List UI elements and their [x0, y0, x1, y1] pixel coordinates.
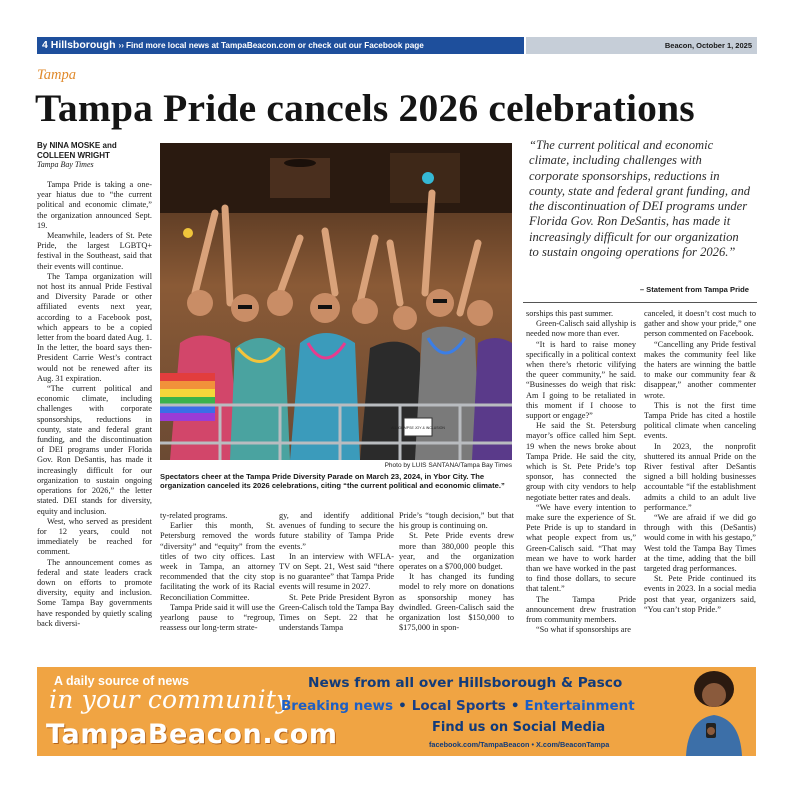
byline-publication: Tampa Bay Times	[37, 160, 94, 169]
paragraph: Tampa Pride is taking a one-year hiatus due to “the current political and economic climate,” the organization announced Sept. 19.	[37, 180, 152, 230]
parade-photo	[160, 143, 512, 460]
body-column-6	[644, 309, 756, 647]
ad-tagline: A daily source of news	[54, 674, 189, 688]
paragraph: Tampa Pride said it will use the yearlong pause to “regroup, reassess our long-term strate-	[160, 602, 275, 633]
header-promo: Find more local news at TampaBeacon.com or check out our Facebook page	[125, 41, 424, 50]
paragraph: sorships this past summer.	[526, 309, 614, 318]
ad-pillar-entertainment: Entertainment	[524, 698, 635, 714]
paragraph: Green-Calisch said allyship is needed now more than ever.	[526, 319, 636, 339]
issue-date: Beacon, October 1, 2025	[664, 41, 752, 50]
body-column-5	[526, 309, 636, 647]
ad-pillar-local-sports: Local Sports	[411, 698, 506, 714]
paragraph: ty-related programs.	[160, 511, 228, 520]
paragraph: Meanwhile, leaders of St. Pete Pride, the largest LGBTQ+ festival in the Southeast, said that their events will continue.	[37, 231, 152, 271]
paragraph: canceled, it doesn’t cost much to gather and show your pride,” one person commented on Facebook.	[644, 309, 756, 339]
paragraph: West, who served as president for 12 years, could not immediately be reached for comment.	[37, 516, 152, 557]
paragraph: In an interview with WFLA-TV on Sept. 21, West said “there is no guarantee” that Tampa Pride events will resume in 2027.	[279, 551, 394, 592]
tampa-beacon-ad[interactable]	[37, 667, 756, 756]
body-column-3	[279, 511, 394, 647]
bullet-icon: •	[510, 698, 520, 714]
paragraph: St. Pete Pride President Byron Green-Calisch told the Tampa Bay Times on Sept. 22 that he understands Tampa	[279, 592, 394, 633]
parade-crowd-illustration	[160, 143, 512, 460]
paragraph: gy, and identify additional avenues of funding to secure the future stability of Tampa Pride events.”	[279, 511, 394, 551]
paragraph: St. Pete Pride events drew more than 380,000 people this year, and the organization operates on a $700,000 budget.	[399, 531, 514, 572]
paragraph: “We have every intention to make sure the experience of St. Pete Pride is up to standard in what people expect from us,” Green-Calisch said. “That may mean we have to work harder than we have worked in the past to find those dollars, to secure that talent.”	[526, 502, 636, 594]
paragraph: St. Pete Pride continued its events in 2023. In a social media post that year, organizers said, “You can’t stop Pride.”	[644, 574, 756, 614]
paragraph: This is not the first time Tampa Pride has cited a hostile political climate when canceling events.	[644, 400, 756, 441]
article-headline: Tampa Pride cancels 2026 celebrations	[35, 86, 695, 130]
paragraph: “The current political and economic climate, including challenges with corporate sponsorships, reductions in county, state and federal grant funding, and the discontinuation of DEI programs under Florida Gov. Ron DeSantis, has made it increasingly difficult for our organization to sustain ongoing operations for 2026,” the letter stated. DEI stands for diversity, equity and inclusion.	[37, 384, 152, 516]
paragraph: Earlier this month, St. Petersburg removed the words “diversity” and “equity” from the titles of two city offices. Last week in Tampa, an attorney recommended that the city stop facilitating the work of its Racial Reconciliation Committee.	[160, 521, 275, 602]
ad-social-links[interactable]: facebook.com/TampaBeacon • X.com/BeaconTampa	[429, 740, 610, 749]
issue-date-bar	[526, 37, 757, 54]
paragraph: “It is hard to raise money specifically in a political context when there’s rhetoric vilifying the queer community,” he said. “Businesses do weigh that risk: Am I going to be retaliated in this moment if I choose to support or engage?”	[526, 339, 636, 421]
pull-quote-attribution: – Statement from Tampa Pride	[639, 285, 749, 294]
paragraph: It has changed its funding model to rely more on donations as sponsorship money has dwindled. Green-Calisch said the organization lost $150,000 to $175,000 in spon-	[399, 572, 514, 633]
ad-social-title: Find us on Social Media	[432, 720, 606, 735]
photo-credit: Photo by LUIS SANTANA/Tampa Bay Times	[384, 462, 512, 469]
paragraph: “Cancelling any Pride festival makes the community feel like the haters are winning the battle to make our community fear & disappear,” another commenter wrote.	[644, 339, 756, 400]
section-label: 4 Hillsborough	[42, 39, 116, 51]
pull-quote: “The current political and economic climate, including challenges with corporate sponsorships, reductions in county, state and federal grant funding, and the discontinuation of DEI programs under Florida Gov. Ron DeSantis, has made it increasingly difficult for our organization to sustain ongoing operations for 2026.”	[529, 138, 751, 260]
ad-script-text: in your community	[49, 685, 291, 714]
paragraph: “We are afraid if we did go through with this (DeSantis) would come in with his gestapo,” West told the Tampa Bay Times at the time, adding that the bill targeted drag performances.	[644, 513, 756, 574]
ad-news-line: News from all over Hillsborough & Pasco	[308, 675, 623, 691]
photo-caption: Spectators cheer at the Tampa Pride Diversity Parade on March 23, 2024, in Ybor City. The organization canceled its 2026 celebrations, citing “the current political and economic climate.”	[160, 472, 505, 491]
divider	[523, 302, 757, 303]
paragraph: “So what if sponsorships are	[536, 625, 631, 635]
ad-brand-link[interactable]: TampaBeacon.com	[46, 719, 338, 750]
byline-names: By NINA MOSKE and COLLEEN WRIGHT	[37, 141, 117, 160]
paragraph: The Tampa organization will not host its annual Pride Festival and Diversity Parade or other affiliated events next year, according to a Facebook post, which appears to be a copied letter from the board dated Aug. 1. In the letter, the board says then-President Carrie West’s contract would not be renewed after its Aug. 31 expiration.	[37, 271, 152, 383]
body-column-2	[160, 511, 275, 647]
chevron-right-icon: ››	[118, 41, 124, 50]
paragraph: The announcement comes as federal and state leaders crack down on efforts to promote diversity, equity and inclusion. Some Tampa Bay governments have responded by quietly scaling back diversi-	[37, 557, 152, 628]
body-column-1	[37, 180, 152, 647]
woman-with-phone-photo	[672, 667, 756, 756]
section-header-bar	[37, 37, 524, 54]
paragraph: The Tampa Pride announcement drew frustration from community members.	[526, 594, 636, 625]
paragraph: Pride’s “tough decision,” but that his group is continuing on.	[399, 511, 514, 531]
paragraph: He said the St. Petersburg mayor’s office called him Sept. 19 when the news broke about Tampa Pride. He said the city, which is St. Pete Pride’s top sponsor, has connected the group with city vendors to help negotiate better rates and deals.	[526, 421, 636, 502]
article-kicker: Tampa	[37, 67, 76, 83]
bullet-icon: •	[398, 698, 407, 714]
ad-pillars	[281, 698, 635, 714]
ad-pillar-breaking-news: Breaking news	[281, 698, 394, 714]
paragraph: In 2023, the nonprofit shuttered its annual Pride on the River festival after DeSantis signed a bill holding businesses accountable “if the establishment admits a child to an adult live performance.”	[644, 441, 756, 512]
body-column-4-lower	[399, 511, 514, 647]
byline	[37, 141, 152, 170]
photo-sign-text: ALL GLIMPSE JOY & INCLUSION	[391, 426, 445, 430]
